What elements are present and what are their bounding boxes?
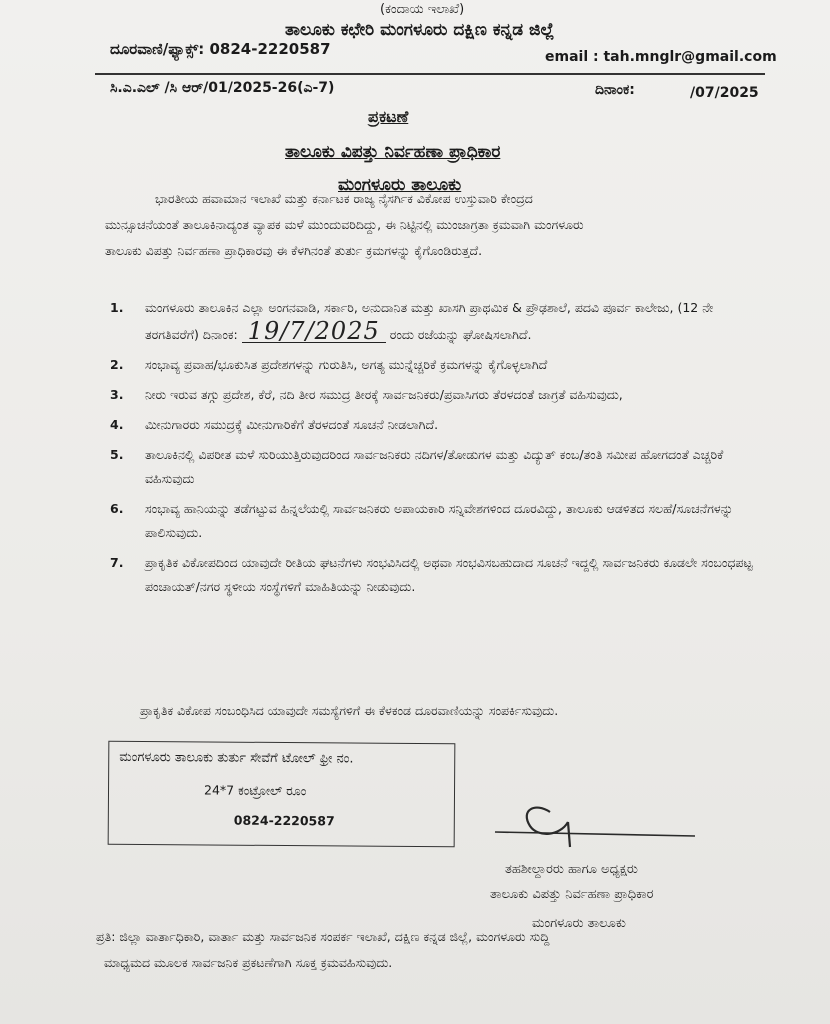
list-item (110, 497, 770, 545)
item-number: 3. (110, 387, 124, 402)
phone-fax: ದೂರವಾಣಿ/ಫ್ಯಾಕ್ಸ್: 0824-2220587 (110, 40, 331, 58)
header-divider (95, 73, 765, 75)
reference-number: ಸಿ.ಎ.ಎಲ್ /ಸಿ ಆರ್/01/2025-26(ಎ-7) (110, 80, 335, 96)
helpline-box (108, 741, 456, 847)
item-number: 4. (110, 417, 124, 432)
intro-line-1: ಭಾರತೀಯ ಹವಾಮಾನ ಇಲಾಖೆ ಮತ್ತು ಕರ್ನಾಟಕ ರಾಜ್ಯ ನೈಸರ್ಗಿಕ ವಿಕೋಪ ಉಸ್ತುವಾರಿ ಕೇಂದ್ರದ (155, 191, 533, 206)
item-text: ನೀರು ಇರುವ ತಗ್ಗು ಪ್ರದೇಶ, ಕೆರೆ, ನದಿ ತೀರ ಸಮುದ್ರ ತೀರಕ್ಕೆ ಸಾರ್ವಜನಿಕರು/ಪ್ರವಾಸಿಗರು ತೆರಳದಂತೆ ಜಾಗ್ರತೆ ವಹಿಸುವುದು, (145, 387, 623, 402)
signature-mark (490, 792, 700, 852)
item-number: 6. (110, 501, 124, 516)
contact-instruction: ಪ್ರಾಕೃತಿಕ ವಿಕೋಪ ಸಂಬಂಧಿಸಿದ ಯಾವುದೇ ಸಮಸ್ಯೆಗಳಿಗೆ ಈ ಕೆಳಕಂಡ ದೂರವಾಣಿಯನ್ನು ಸಂಪರ್ಕಿಸುವುದು. (140, 703, 559, 718)
intro-paragraph (105, 186, 584, 264)
office-name: ತಾಲೂಕು ಕಛೇರಿ ಮಂಗಳೂರು ದಕ್ಷಿಣ ಕನ್ನಡ ಜಿಲ್ಲೆ (285, 20, 555, 40)
authority-title: ತಾಲೂಕು ವಿಪತ್ತು ನಿರ್ವಹಣಾ ಪ್ರಾಧಿಕಾರ (285, 142, 501, 162)
control-room-label: 24*7 ಕಂಟ್ರೋಲ್ ರೂಂ (203, 782, 307, 799)
email-address: email : tah.mnglr@gmail.com (545, 49, 777, 65)
item-number: 5. (110, 447, 124, 462)
list-item (110, 551, 770, 599)
list-item (110, 443, 770, 491)
copy-line-1: ಪ್ರತಿ: ಜಿಲ್ಲಾ ವಾರ್ತಾಧಿಕಾರಿ, ವಾರ್ತಾ ಮತ್ತು ಸಾರ್ವಜನಿಕ ಸಂಪರ್ಕ ಇಲಾಖೆ, ದಕ್ಷಿಣ ಕನ್ನಡ ಜಿಲ್ಲೆ, ಮಂಗಳೂರು ಸುದ್ದಿ (96, 929, 550, 944)
list-item (110, 383, 770, 407)
item-text-before: ಮಂಗಳೂರು ತಾಲೂಕಿನ ಎಲ್ಲಾ ಅಂಗನವಾಡಿ, ಸರ್ಕಾರಿ, ಅನುದಾನಿತ ಮತ್ತು ಖಾಸಗಿ ಪ್ರಾಥಮಿಕ & ಪ್ರೌಢಶಾಲೆ, ಪದವಿ ಪೂರ್ವ ಕಾಲೇಜು, (12 ನೇ ತರಗತಿವರೆಗೆ) ದಿನಾಂಕ: (145, 300, 714, 342)
copy-line-2: ಮಾಧ್ಯಮದ ಮೂಲಕ ಸಾರ್ವಜನಿಕ ಪ್ರಕಟಣೆಗಾಗಿ ಸೂಕ್ತ ಕ್ರಮವಹಿಸುವುದು. (104, 955, 393, 970)
item-number: 1. (110, 300, 124, 315)
list-item (110, 353, 770, 377)
list-item (110, 413, 770, 437)
department-name: (ಕಂದಾಯ ಇಲಾಖೆ) (380, 2, 465, 17)
handwritten-date: 19/7/2025 (242, 320, 386, 343)
helpline-title: ಮಂಗಳೂರು ತಾಲೂಕು ತುರ್ತು ಸೇವೆಗೆ ಟೋಲ್ ಫ್ರೀ ನಂ. (119, 749, 354, 767)
intro-line-3: ತಾಲೂಕು ವಿಪತ್ತು ನಿರ್ವಹಣಾ ಪ್ರಾಧಿಕಾರವು ಈ ಕೆಳಗಿನಂತೆ ತುರ್ತು ಕ್ರಮಗಳನ್ನು ಕೈಗೊಂಡಿರುತ್ತದೆ. (105, 243, 483, 258)
item-text: ತಾಲೂಕಿನಲ್ಲಿ ವಿಪರೀತ ಮಳೆ ಸುರಿಯುತ್ತಿರುವುದರಿಂದ ಸಾರ್ವಜನಿಕರು ನದಿಗಳ/ತೋಡುಗಳ ಮತ್ತು ವಿದ್ಯುತ್ ಕಂಬ/ತಂತಿ ಸಮೀಪ ಹೋಗದಂತೆ ಎಚ್ಚರಿಕೆ ವಹಿಸುವುದು (145, 447, 724, 486)
helpline-number: 0824-2220587 (233, 812, 335, 829)
item-number: 2. (110, 357, 124, 372)
intro-line-2: ಮುನ್ಸೂಚನೆಯಂತೆ ತಾಲೂಕಿನಾದ್ಯಂತ ವ್ಯಾಪಕ ಮಳೆ ಮುಂದುವರಿದಿದ್ದು, ಈ ನಿಟ್ಟಿನಲ್ಲಿ ಮುಂಜಾಗ್ರತಾ ಕ್ರಮವಾಗಿ ಮಂಗಳೂರು (105, 217, 584, 232)
copy-to (96, 924, 549, 976)
item-text: ಮೀನುಗಾರರು ಸಮುದ್ರಕ್ಕೆ ಮೀನುಗಾರಿಕೆಗೆ ತೆರಳದಂತೆ ಸೂಚನೆ ನೀಡಲಾಗಿದೆ. (145, 417, 439, 432)
signatory-designation: ತಹಶೀಲ್ದಾರರು ಹಾಗೂ ಅಧ್ಯಕ್ಷರು (505, 862, 638, 877)
signatory-authority: ತಾಲೂಕು ವಿಪತ್ತು ನಿರ್ವಹಣಾ ಪ್ರಾಧಿಕಾರ (490, 887, 654, 902)
signatory-taluk: ಮಂಗಳೂರು ತಾಲೂಕು (532, 916, 626, 931)
taluk-title: ಮಂಗಳೂರು ತಾಲೂಕು (338, 175, 462, 195)
item-text: ಪ್ರಾಕೃತಿಕ ವಿಕೋಪದಿಂದ ಯಾವುದೇ ರೀತಿಯ ಘಟನೆಗಳು ಸಂಭವಿಸಿದಲ್ಲಿ ಅಥವಾ ಸಂಭವಿಸಬಹುದಾದ ಸೂಚನೆ ಇದ್ದಲ್ಲಿ ಸಾರ್ವಜನಿಕರು ಕೂಡಲೇ ಸಂಬಂಧಪಟ್ಟ ಪಂಚಾಯತ್/ನಗರ ಸ್ಥಳೀಯ ಸಂಸ್ಥೆಗಳಿಗೆ ಮಾಹಿತಿಯನ್ನು ನೀಡುವುದು. (145, 555, 753, 594)
date-label: ದಿನಾಂಕ: (595, 82, 635, 98)
measures-list (110, 296, 770, 605)
item-text: ಸಂಭಾವ್ಯ ಪ್ರವಾಹ/ಭೂಕುಸಿತ ಪ್ರದೇಶಗಳನ್ನು ಗುರುತಿಸಿ, ಅಗತ್ಯ ಮುನ್ನೆಚ್ಚರಿಕೆ ಕ್ರಮಗಳನ್ನು ಕೈಗೊಳ್ಳಲಾಗಿದೆ (145, 357, 548, 372)
notice-title: ಪ್ರಕಟಣೆ (368, 107, 409, 126)
date-value: /07/2025 (690, 85, 759, 101)
item-number: 7. (110, 555, 124, 570)
item-text (145, 296, 765, 347)
item-text-after: ರಂದು ರಜೆಯನ್ನು ಘೋಷಿಸಲಾಗಿದೆ. (389, 327, 532, 342)
list-item (110, 296, 770, 347)
item-text: ಸಂಭಾವ್ಯ ಹಾನಿಯನ್ನು ತಡೆಗಟ್ಟುವ ಹಿನ್ನಲೆಯಲ್ಲಿ ಸಾರ್ವಜನಿಕರು ಅಪಾಯಕಾರಿ ಸನ್ನಿವೇಶಗಳಿಂದ ದೂರವಿದ್ದು, ತಾಲೂಕು ಆಡಳಿತದ ಸಲಹೆ/ಸೂಚನೆಗಳನ್ನು ಪಾಲಿಸುವುದು. (145, 501, 734, 540)
